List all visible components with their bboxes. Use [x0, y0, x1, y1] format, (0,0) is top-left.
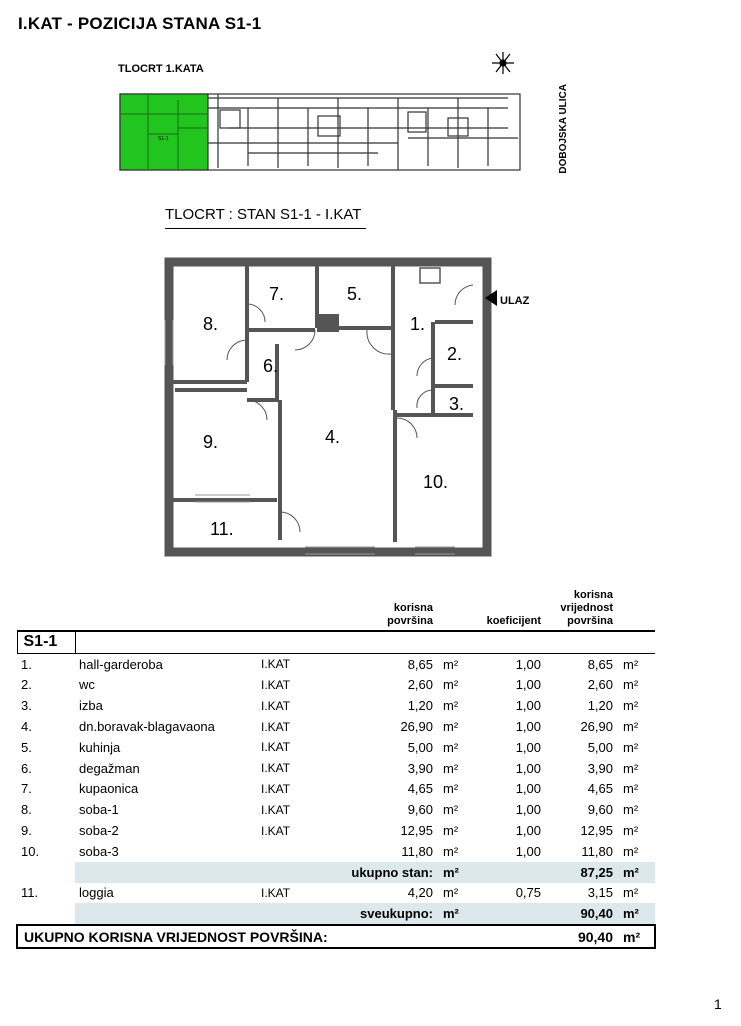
- room-label-3: 3.: [449, 394, 465, 414]
- row-value-unit: m²: [623, 843, 639, 859]
- table-row: [17, 799, 655, 820]
- row-value: 9,60: [587, 802, 613, 818]
- row-floor: I.KAT: [261, 698, 291, 713]
- header-area-1: korisna: [393, 602, 433, 614]
- table-row: [17, 716, 655, 737]
- row-area-unit: m²: [443, 698, 459, 714]
- row-coef: 1,00: [515, 719, 541, 735]
- row-value: 12,95: [580, 823, 613, 839]
- header-value-3: površina: [567, 615, 613, 627]
- row-value-unit: m²: [623, 656, 639, 672]
- title-underline: [165, 228, 366, 229]
- row-no: 9.: [21, 823, 32, 839]
- section-title: S1-1: [17, 631, 75, 653]
- row-no: 10.: [21, 843, 40, 859]
- row-area: 26,90: [400, 719, 433, 735]
- total-area-unit: m²: [437, 903, 471, 925]
- row-area-unit: m²: [443, 677, 459, 693]
- row-area: 12,95: [400, 823, 433, 839]
- subtotal-value: 87,25: [545, 862, 617, 883]
- row-value-unit: m²: [623, 698, 639, 714]
- row-value: 26,90: [580, 719, 613, 735]
- apartment-plan-title: TLOCRT : STAN S1-1 - I.KAT: [165, 206, 362, 223]
- row-area-unit: m²: [443, 843, 459, 859]
- row-value: 2,60: [587, 677, 613, 693]
- row-no: 2.: [21, 677, 32, 693]
- subtotal-label: ukupno stan:: [257, 862, 437, 883]
- row-value: 4,65: [587, 781, 613, 797]
- room-label-8: 8.: [203, 314, 219, 334]
- row-area: 9,60: [407, 802, 433, 818]
- row-area: 1,20: [407, 698, 433, 714]
- row-floor: I.KAT: [261, 740, 291, 755]
- table-row: [17, 758, 655, 779]
- table-row: [17, 820, 655, 841]
- page-title: I.KAT - POZICIJA STANA S1-1: [18, 14, 262, 33]
- unit-highlight: [120, 94, 208, 170]
- page-number: 1: [714, 996, 722, 1012]
- subtotal-value-unit: m²: [617, 862, 655, 883]
- row-value-unit: m²: [623, 823, 639, 839]
- row-floor: I.KAT: [261, 761, 291, 776]
- row-value: 11,80: [581, 843, 613, 859]
- section-row: [17, 631, 655, 653]
- row-name: soba-3: [79, 843, 119, 859]
- total-value-unit: m²: [617, 903, 655, 925]
- row-no: 6.: [21, 760, 32, 776]
- row-area-unit: m²: [443, 823, 459, 839]
- row-value-unit: m²: [623, 739, 639, 755]
- loggia-no: 11.: [21, 885, 39, 901]
- row-floor: I.KAT: [261, 802, 291, 817]
- row-name: wc: [79, 677, 95, 693]
- row-value-unit: m²: [623, 677, 639, 693]
- loggia-coef: 0,75: [515, 885, 541, 901]
- row-no: 7.: [21, 781, 32, 797]
- row-coef: 1,00: [515, 739, 541, 755]
- total-value: 90,40: [545, 903, 617, 925]
- row-no: 5.: [21, 739, 32, 755]
- table-header: [17, 584, 655, 628]
- row-value: 8,65: [587, 656, 613, 672]
- row-area: 4,65: [407, 781, 433, 797]
- row-area-unit: m²: [443, 739, 459, 755]
- row-floor: I.KAT: [261, 657, 291, 672]
- loggia-area-unit: m²: [443, 885, 459, 901]
- row-coef: 1,00: [515, 843, 541, 859]
- row-area-unit: m²: [443, 656, 459, 672]
- row-area: 11,80: [401, 843, 433, 859]
- area-table: [16, 584, 656, 949]
- row-floor: I.KAT: [261, 719, 291, 734]
- row-coef: 1,00: [515, 823, 541, 839]
- street-label: DOBOJSKA ULICA: [558, 84, 569, 174]
- row-coef: 1,00: [515, 802, 541, 818]
- row-coef: 1,00: [515, 781, 541, 797]
- room-label-1: 1.: [410, 314, 426, 334]
- row-value: 5,00: [587, 739, 613, 755]
- overview-label: TLOCRT 1.KATA: [118, 63, 204, 75]
- loggia-floor: I.KAT: [261, 885, 291, 900]
- room-label-6: 6.: [263, 356, 279, 376]
- header-value-2: vrijednost: [560, 602, 613, 614]
- row-area: 2,60: [407, 677, 433, 693]
- table-row: [17, 675, 655, 696]
- room-label-11: 11.: [210, 519, 234, 539]
- row-name: kuhinja: [79, 739, 121, 755]
- row-area-unit: m²: [443, 802, 459, 818]
- row-no: 4.: [21, 719, 32, 735]
- grand-total-row: [17, 925, 655, 948]
- room-label-10: 10.: [423, 472, 449, 492]
- loggia-row: [17, 883, 655, 904]
- row-name: kupaonica: [79, 781, 139, 797]
- row-name: izba: [79, 698, 103, 714]
- row-coef: 1,00: [515, 698, 541, 714]
- row-value-unit: m²: [623, 760, 639, 776]
- row-no: 3.: [21, 698, 32, 714]
- row-no: 8.: [21, 802, 32, 818]
- loggia-name: loggia: [79, 885, 114, 901]
- row-area: 8,65: [407, 656, 433, 672]
- row-value-unit: m²: [623, 802, 639, 818]
- row-value-unit: m²: [623, 781, 639, 797]
- grand-total-value: 90,40: [545, 925, 617, 948]
- row-area: 5,00: [407, 739, 433, 755]
- row-name: dn.boravak-blagavaona: [79, 719, 215, 735]
- room-label-4: 4.: [325, 427, 341, 447]
- north-arrow-icon: [490, 50, 516, 76]
- room-label-7: 7.: [269, 284, 285, 304]
- entrance-label: ULAZ: [500, 295, 530, 307]
- subtotal-area-unit: m²: [437, 862, 471, 883]
- row-coef: 1,00: [515, 656, 541, 672]
- row-name: degažman: [79, 760, 140, 776]
- overview-unit-tag: S1-1: [158, 136, 169, 142]
- room-label-9: 9.: [203, 432, 219, 452]
- loggia-value-unit: m²: [623, 885, 639, 901]
- grand-total-unit: m²: [617, 925, 655, 948]
- header-coef: koeficijent: [486, 615, 541, 627]
- table-row: [17, 841, 655, 862]
- grand-total-label: UKUPNO KORISNA VRIJEDNOST POVRŠINA:: [17, 925, 545, 948]
- row-coef: 1,00: [515, 760, 541, 776]
- row-no: 1.: [21, 656, 32, 672]
- table-row: [17, 737, 655, 758]
- subtotal-row: [17, 862, 655, 883]
- row-area-unit: m²: [443, 719, 459, 735]
- room-label-5: 5.: [347, 284, 363, 304]
- apartment-floor-plan: [155, 250, 545, 565]
- row-value-unit: m²: [623, 719, 639, 735]
- row-value: 3,90: [587, 760, 613, 776]
- room-label-2: 2.: [447, 344, 463, 364]
- row-area: 3,90: [407, 760, 433, 776]
- row-value: 1,20: [587, 698, 613, 714]
- total-label: sveukupno:: [257, 903, 437, 925]
- row-floor: I.KAT: [261, 677, 291, 692]
- row-floor: I.KAT: [261, 823, 291, 838]
- header-area-2: površina: [387, 615, 433, 627]
- row-name: soba-1: [79, 802, 119, 818]
- table-row: [17, 779, 655, 800]
- total-row: [17, 903, 655, 925]
- table-row: [17, 695, 655, 716]
- row-area-unit: m²: [443, 760, 459, 776]
- row-coef: 1,00: [515, 677, 541, 693]
- loggia-value: 3,15: [587, 885, 613, 901]
- row-name: soba-2: [79, 823, 119, 839]
- row-area-unit: m²: [443, 781, 459, 797]
- row-floor: I.KAT: [261, 781, 291, 796]
- table-row: [17, 653, 655, 674]
- header-value-1: korisna: [573, 589, 613, 601]
- loggia-area: 4,20: [407, 885, 433, 901]
- row-name: hall-garderoba: [79, 656, 163, 672]
- row-floor: [257, 841, 367, 862]
